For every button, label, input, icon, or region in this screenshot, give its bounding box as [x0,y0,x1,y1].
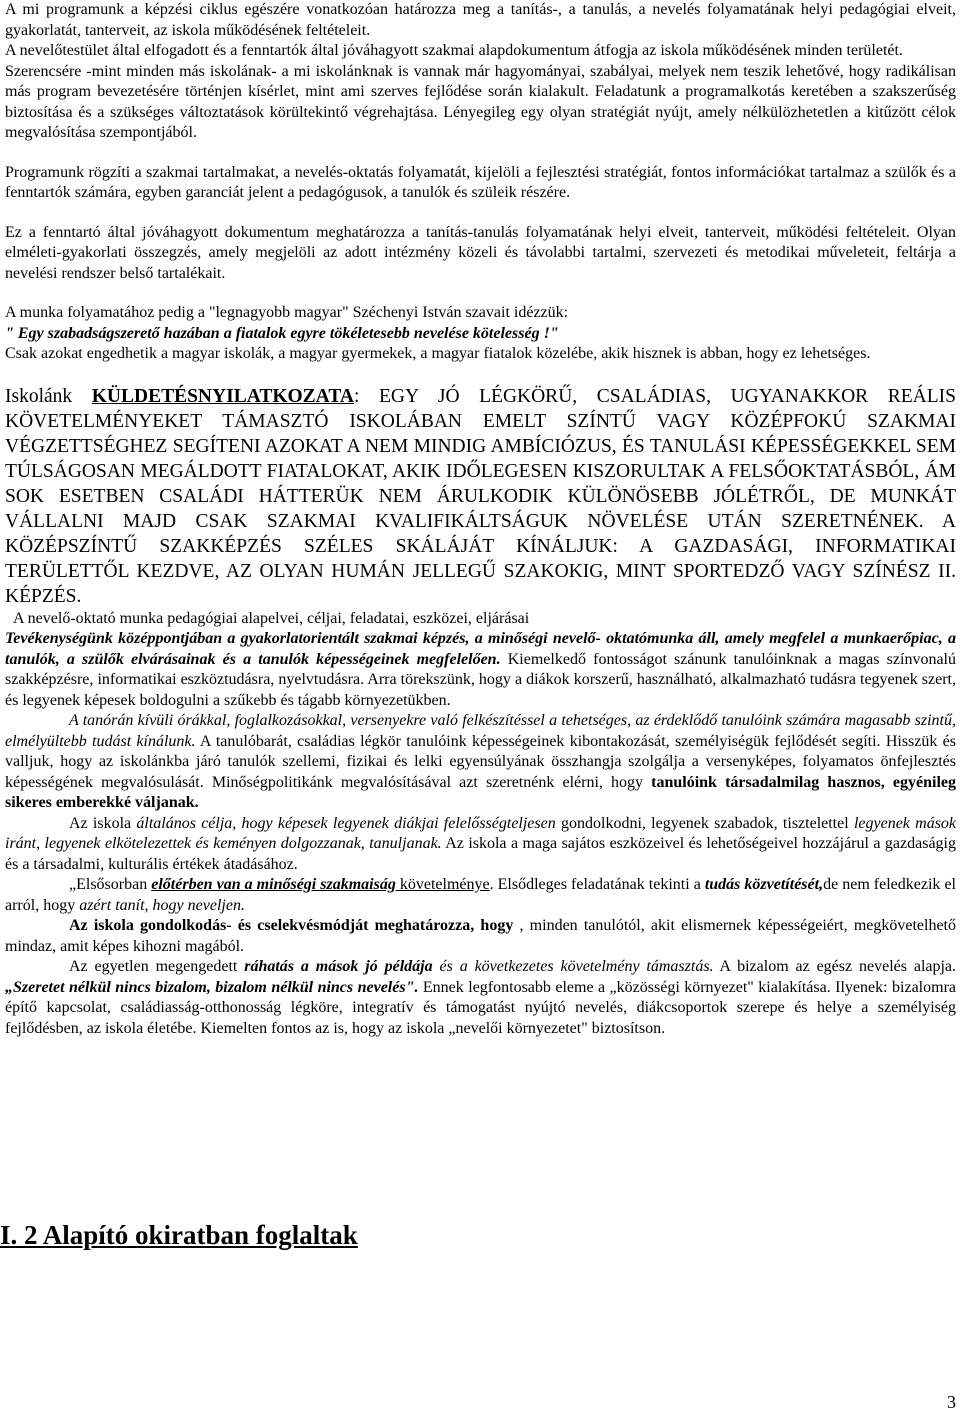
mission-title: KÜLDETÉSNYILATKOZATA [91,385,354,407]
quality-b: . Elsődleges feladatának tekinti a [489,876,705,893]
goal-a: Az iskola [69,814,137,832]
szechenyi-quote: " Egy szabadságszerető hazában a fiatalok egyre tökéletesebb nevelése kötelesség !" [5,324,559,342]
paragraph-program: Programunk rögzíti a szakmai tartalmakat, a nevelés-oktatás folyamatát, kijelöli a fejlesztési stratégiát, fontos információkat tartalmaz a szülők és a fenntartók számára, egyben garanciát jelent a pedagógusok, a tanulók és szüleik részére. [5,163,956,201]
goal-b: gondolkodni, legyenek szabadok, tisztelettel [555,814,854,832]
activity-emphasis: Tevékenységünk középpontjában a gyakorlatorientált szakmai képzés, a minőségi nevelő- oktatómunka áll, amely megfelel a munkaerőpiac, a tanulók, a szülők elvárásainak és a tanulók képességeinek megfelelően. [5,630,956,668]
paragraph-document: Ez a fenntartó által jóváhagyott dokumentum meghatározza a tanítás-tanulás folyamatának helyi elveit, tanterveit, működési feltételeit. Olyan elméleti-gyakorlati összegzés, amely megjelöli az adott intézmény közeli és távolabbi tartalmi, szervezeti és metodikai műveleteit, feltárja a nevelési rendszer belső tartalékait. [5,223,956,282]
document-page [5,0,956,1039]
principles-heading: A nevelő-oktató munka pedagógiai alapelvei, céljai, feladatai, eszközei, eljárásai [13,609,530,627]
trust-a: Az egyetlen megengedett [69,958,245,975]
paragraph-traditions: Szerencsére -mint minden más iskolának- a mi iskolánknak is vannak már hagyományai, szabályai, melyek nem teszik lehetővé, hogy radikálisan más program bevezetésére történjen kísérlet, mint ami szerves fejlődése során kialakult. Feladatunk a programalkotás keretében a szakszerűség biztosítása és a szükséges változtatások körültekintő végrehajtása. Lényegileg egy olyan stratégiát nyújt, amely nélkülözhetetlen a kitűzött célok megvalósítása szempontjából. [5,62,956,141]
paragraph-framework: A nevelőtestület által elfogadott és a fenntartók által jóváhagyott szakmai alapdokumentum átfogja az iskola működésének minden területét. [5,42,903,59]
activity-rest: Kiemelkedő fontosságot szánunk tanulóinknak a magas színvonalú szakképzésre, informatikai eszköztudásra, nyelvtudásra. Arra törekszünk, hogy a diákok korszerű, használható, alkalmazható tudásra tegyenek szert, és legyenek képesek boldogulni a szűkebb és tágabb környezetükben. [5,650,957,709]
section-heading: I. 2 Alapító okiratban foglaltak [0,1220,358,1250]
mission-prefix: Iskolánk [5,385,92,407]
extracurricular-rest: A tanulóbarát, családias légkör tanulóink képességeinek kibontakozását, személyiségük fejlődését segíti. Hisszük és valljuk, hogy az iskolánkba járó tanulók szellemi, fizikai és lelki egyensúlyának összhangja szolgálja a versenyképes, folyamatos önfejlesztés képességének megvalósulását. Minőségpolitikánk megvalósításával azt szeretnénk elérni, hogy [5,732,956,791]
quality-underline: követelménye [395,876,490,893]
quality-emphasis: előtérben van a minőségi szakmaiság [151,876,396,893]
paragraph-activity [5,629,956,711]
mindset-bold: Az iskola gondolkodás- és cselekvésmódját meghatározza, hogy [69,917,514,934]
paragraph-trust [5,957,956,1039]
trust-emphasis: ráhatás a mások jó példája [244,958,433,975]
goal-c: Az iskola a maga sajátos eszközeivel és lehetőségeivel hozzájárul a gazdaságig és a társadalmi, kulturális értékek átadásához. [5,835,957,873]
quality-c: de nem feledkezik el arról, hogy [5,876,957,914]
mindset-rest: , minden tanulótól, akit elismernek képességeiért, megkövetelhető mindaz, amit képes kihozni magából. [5,917,957,955]
paragraph-extracurricular [5,711,956,814]
trust-c: Ennek legfontosabb eleme a „közösségi környezet" kialakítása. Ilyenek: bizalomra építő kapcsolat, családiasság-otthonosság légköre, integratív és támogatást nyújtó nevelés, diákcsoportok szerepe és helye a személyiség fejlődésben, az iskola életébe. Kiemelten fontos az is, hogy az iskola „nevelői környezetet" biztosítson. [5,978,957,1037]
page-number: 3 [947,1392,956,1412]
quality-italic: azért tanít, hogy neveljen. [79,896,245,914]
paragraph-general-goal [5,814,956,876]
quality-emphasis-2: tudás közvetítését, [704,876,824,893]
paragraph-quote-rest: Csak azokat engedhetik a magyar iskolák, a magyar gyermekek, a magyar fiatalok közelébe, akik hisznek is abban, hogy ez lehetséges. [5,345,871,362]
goal-italic-2: legyenek mások iránt, legyenek elkötelezettek és keményen dolgozzanak, tanuljanak. [5,814,957,852]
trust-b: A bizalom az egész nevelés alapja. [713,958,957,975]
mission-text: : EGY JÓ LÉGKÖRŰ, CSALÁDIAS, UGYANAKKOR REÁLIS KÖVETELMÉNYEKET TÁMASZTÓ ISKOLÁBAN EMELT SZÍNTŰ VAGY KÖZÉPFOKÚ SZAKMAI VÉGZETTSÉGHEZ SEGÍTENI AZOKAT A NEM MINDIG AMBÍCIÓZUS, ÉS TANULÁSI KÉPESSÉGEKKEL SEM TÚLSÁGOSAN MEGÁLDOTT FIATALOKAT, AKIK IDŐLEGESEN KISZORULTAK A FELSŐOKTATÁSBÓL, ÁM SOK ESETBEN CSALÁDI HÁTTERÜK NEM ÁRULKODIK KÜLÖNÖSEBB JÓLÉTRŐL, DE MUNKÁT VÁLLALNI MAJD CSAK SZAKMAI KVALIFIKÁLTSÁGUK NÖVELÉSE UTÁN SZERETNÉNEK. A KÖZÉPSZÍNTŰ SZAKKÉPZÉS SZÉLES SKÁLÁJÁT KÍNÁLJUK: A GAZDASÁGI, INFORMATIKAI TERÜLETTŐL KEZDVE, AZ OLYAN HUMÁN JELLEGŰ SZAKOKIG, MINT SPORTEDZŐ VAGY SZÍNÉSZ II. KÉPZÉS. [5,385,956,607]
quality-a: „Elsősorban [69,876,152,893]
extracurricular-bold: tanulóink társadalmilag hasznos, egyénileg sikeres emberekké váljanak. [5,773,956,811]
paragraph-quote-intro: A munka folyamatához pedig a "legnagyobb magyar" Széchenyi István szavait idézzük: [5,304,569,321]
paragraph-mindset [5,916,956,957]
paragraph-intro: A mi programunk a képzési ciklus egészére vonatkozóan határozza meg a tanítás-, a tanulás, a nevelés folyamatának helyi pedagógiai elveit, gyakorlatát, tanterveit, az iskola működésének feltételeit. [5,1,956,39]
goal-italic-1: általános célja, hogy képesek legyenek diákjai felelősségteljesen [136,814,556,832]
trust-italic: és a következetes követelmény támasztás. [432,958,714,975]
extracurricular-italic: A tanórán kívüli órákkal, foglalkozásokkal, versenyekre való felkészítéssel a tehetséges, az érdeklődő tanulóink számára magasabb szintű, elmélyültebb tudást kínálunk. [5,712,956,750]
mission-statement [5,384,956,609]
paragraph-quality [5,875,956,916]
trust-quote: „Szeretet nélkül nincs bizalom, bizalom nélkül nincs nevelés". [5,978,419,996]
